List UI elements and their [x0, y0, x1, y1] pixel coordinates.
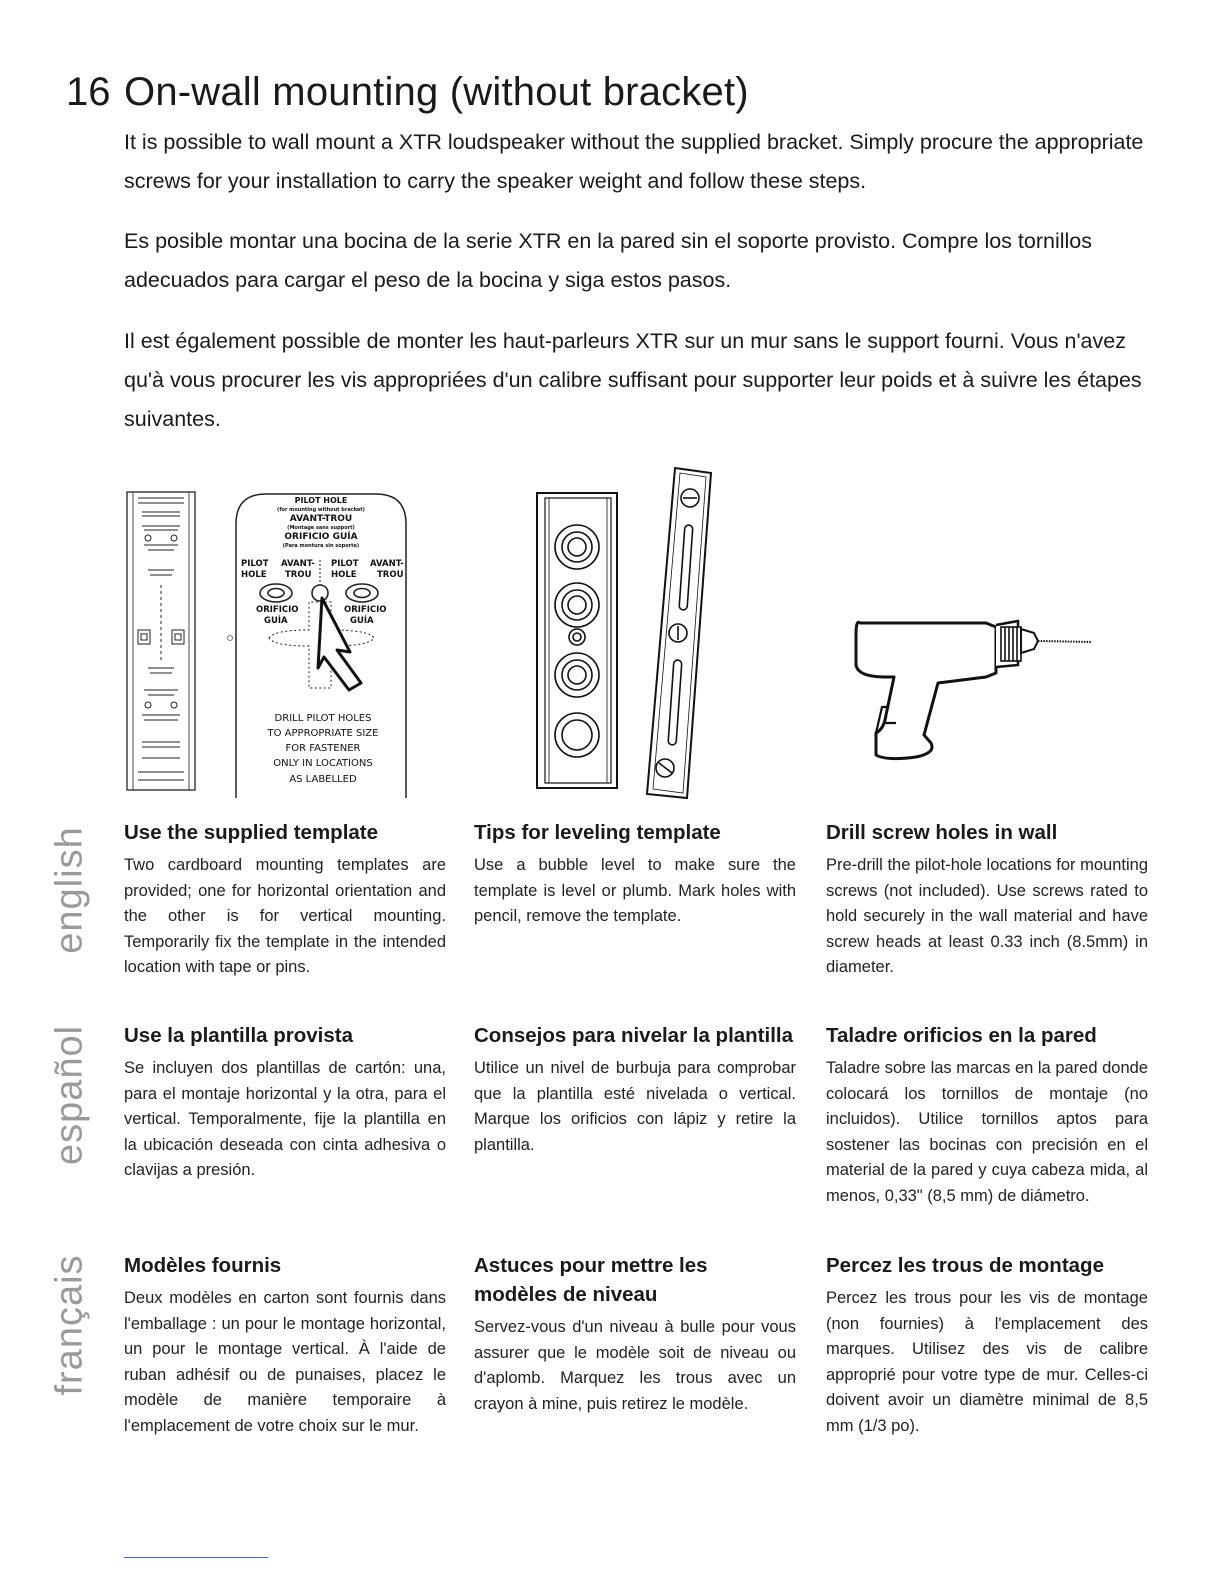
right-orificio-label-2: GUÍA — [350, 616, 374, 626]
side-label-espanol: español — [48, 1024, 91, 1166]
english-col-1 — [124, 818, 446, 981]
instruction-line-5: AS LABELLED — [289, 774, 357, 785]
template-title-2: (for mounting without bracket) — [277, 507, 365, 513]
section-heading: Use the supplied template — [124, 821, 379, 844]
section-heading: Use la plantilla provista — [124, 1024, 353, 1047]
left-orificio-label-2: GUÍA — [264, 616, 288, 626]
right-pilot-label-1: PILOT — [331, 559, 359, 569]
instruction-line-1: DRILL PILOT HOLES — [274, 713, 372, 724]
english-col-3 — [826, 818, 1148, 981]
left-pilot-label-2: HOLE — [241, 570, 267, 580]
section-body: Se incluyen dos plantillas de cartón: una, para el montaje horizontal y la otra, para el vertical. Temporalmente, fije la plantilla en la ubicación deseada con cinta adhesiva o clavijas a presión. — [124, 1059, 446, 1179]
section-heading: Percez les trous de montage — [826, 1254, 1104, 1277]
right-avant-label-2: TROU — [377, 570, 404, 580]
section-heading: Consejos para nivelar la plantilla — [474, 1024, 794, 1047]
template-title-1: PILOT HOLE — [294, 496, 348, 505]
right-orificio-label-1: ORIFICIO — [344, 605, 387, 615]
francais-col-3 — [826, 1251, 1148, 1439]
section-body: Use a bubble level to make sure the template is level or plumb. Mark holes with pencil, remove the template. — [474, 856, 796, 925]
page-title: On-wall mounting (without bracket) — [124, 70, 749, 114]
level-illustration — [535, 465, 720, 800]
section-heading: Astuces pour mettre les modèles de niveau — [474, 1254, 708, 1306]
section-heading: Drill screw holes in wall — [826, 821, 1058, 844]
espanol-col-1 — [124, 1021, 446, 1184]
intro-francais: Il est également possible de monter les haut-parleurs XTR sur un mur sans le support fourni. Vous n'avez qu'à vous procurer les vis appropriées d'un calibre suffisant pour supporter leur poids et à suivre les étapes suivantes. — [124, 329, 1142, 431]
left-avant-label-1: AVANT- — [281, 559, 315, 569]
side-label-francais: français — [48, 1254, 91, 1396]
template-title-4: (Montage sans support) — [287, 525, 355, 531]
template-illustration — [124, 490, 414, 800]
section-heading: Modèles fournis — [124, 1254, 282, 1277]
instruction-line-2: TO APPROPRIATE SIZE — [267, 728, 379, 739]
francais-col-2 — [474, 1251, 796, 1417]
template-title-5: ORIFICIO GUÍA — [284, 532, 358, 542]
section-heading: Tips for leveling template — [474, 821, 721, 844]
section-body: Servez-vous d'un niveau à bulle pour vous assurer que le modèle soit de niveau ou d'aplomb. Marquez les trous avec un crayon à mine, puis retirez le modèle. — [474, 1318, 796, 1413]
english-col-2 — [474, 818, 796, 930]
footer-rule — [124, 1557, 268, 1558]
instruction-line-3: FOR FASTENER — [285, 743, 361, 754]
drill-illustration — [846, 605, 1096, 765]
espanol-col-3 — [826, 1021, 1148, 1209]
section-body: Taladre sobre las marcas en la pared donde colocará los tornillos de montaje (no incluidos). Utilice tornillos aptos para sostener las bocinas con precisión en el material de la pared y cuya cabeza mida, al menos, 0,33" (8,5 mm) de diámetro. — [826, 1059, 1148, 1205]
section-body: Deux modèles en carton sont fournis dans l'emballage : un pour le montage horizontal, un pour le montage vertical. À l'aide de ruban adhésif ou de punaises, placez le modèle de manière temporaire à l'emplacement de votre choix sur le mur. — [124, 1289, 446, 1435]
section-body: Two cardboard mounting templates are provided; one for horizontal orientation and the other is for vertical mounting. Temporarily fix the template in the intended location with tape or pins. — [124, 856, 446, 976]
template-title-3: AVANT-TROU — [289, 514, 353, 524]
section-body: Percez les trous pour les vis de montage (non fournies) à l'emplacement des marques. Utilisez des vis de calibre approprié pour votre type de mur. Celles-ci doivent avoir un diamètre minimal de 8,5 mm (1/3 po). — [826, 1289, 1148, 1435]
section-body: Pre-drill the pilot-hole locations for mounting screws (not included). Use screws rated to hold securely in the wall material and have screw heads at least 0.33 inch (8.5mm) in diameter. — [826, 856, 1148, 976]
intro-english: It is possible to wall mount a XTR loudspeaker without the supplied bracket. Simply procure the appropriate screws for your installation to carry the speaker weight and follow these steps. — [124, 130, 1144, 193]
intro-espanol: Es posible montar una bocina de la serie XTR en la pared sin el soporte provisto. Compre los tornillos adecuados para cargar el peso de la bocina y siga estos pasos. — [124, 229, 1092, 292]
side-label-english: english — [48, 826, 91, 954]
template-title-6: (Para montura sin soporte) — [282, 543, 360, 549]
instruction-line-4: ONLY IN LOCATIONS — [273, 758, 373, 769]
section-heading: Taladre orificios en la pared — [826, 1024, 1097, 1047]
left-orificio-label-1: ORIFICIO — [256, 605, 299, 615]
page-number: 16 — [66, 70, 111, 114]
left-pilot-label-1: PILOT — [241, 559, 269, 569]
right-avant-label-1: AVANT- — [370, 559, 404, 569]
left-avant-label-2: TROU — [285, 570, 312, 580]
right-pilot-label-2: HOLE — [331, 570, 357, 580]
espanol-col-2 — [474, 1021, 796, 1158]
section-body: Utilice un nivel de burbuja para comprobar que la plantilla esté nivelada o vertical. Marque los orificios con lápiz y retire la plantilla. — [474, 1059, 796, 1154]
francais-col-1 — [124, 1251, 446, 1439]
